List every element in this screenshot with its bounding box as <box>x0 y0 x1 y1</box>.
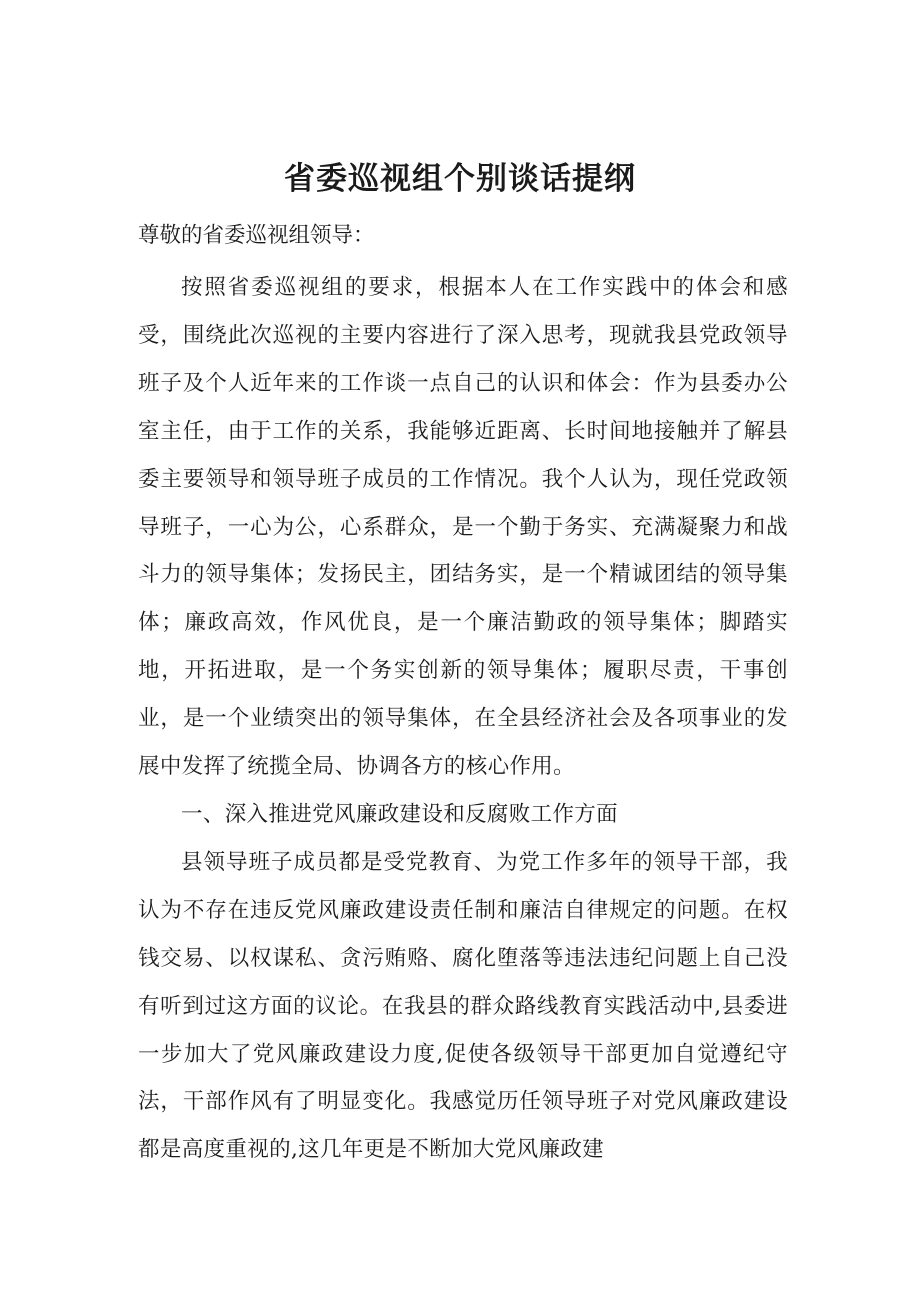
section-heading-1: 一、深入推进党风廉政建设和反腐败工作方面 <box>181 801 619 827</box>
paragraph-section-1: 县领导班子成员都是受党教育、为党工作多年的领导干部，我认为不存在违反党风廉政建设责任制和廉洁自律规定的问题。在权钱交易、以权谋私、贪污贿赂、腐化堕落等违法违纪问题上自己没有听到过这方面的议论。在我县的群众路线教育实践活动中,县委进一步加大了党风廉政建设力度,促使各级领导干部更加自觉遵纪守法，干部作风有了明显变化。我感觉历任领导班子对党风廉政建设都是高度重视的,这几年更是不断加大党风廉政建 <box>138 849 788 1163</box>
paragraph-intro: 按照省委巡视组的要求，根据本人在工作实践中的体会和感受，围绕此次巡视的主要内容进行了深入思考，现就我县党政领导班子及个人近年来的工作谈一点自己的认识和体会：作为县委办公室主任，由于工作的关系，我能够近距离、长时间地接触并了解县委主要领导和领导班子成员的工作情况。我个人认为，现任党政领导班子，一心为公，心系群众，是一个勤于务实、充满凝聚力和战斗力的领导集体；发扬民主，团结务实，是一个精诚团结的领导集体；廉政高效，作风优良，是一个廉洁勤政的领导集体；脚踏实地，开拓进取，是一个务实创新的领导集体；履职尽责，干事创业，是一个业绩突出的领导集体，在全县经济社会及各项事业的发展中发挥了统揽全局、协调各方的核心作用。 <box>138 275 788 780</box>
salutation: 尊敬的省委巡视组领导： <box>138 223 375 248</box>
document-title: 省委巡视组个别谈话提纲 <box>284 161 636 197</box>
document-body <box>138 264 788 1174</box>
